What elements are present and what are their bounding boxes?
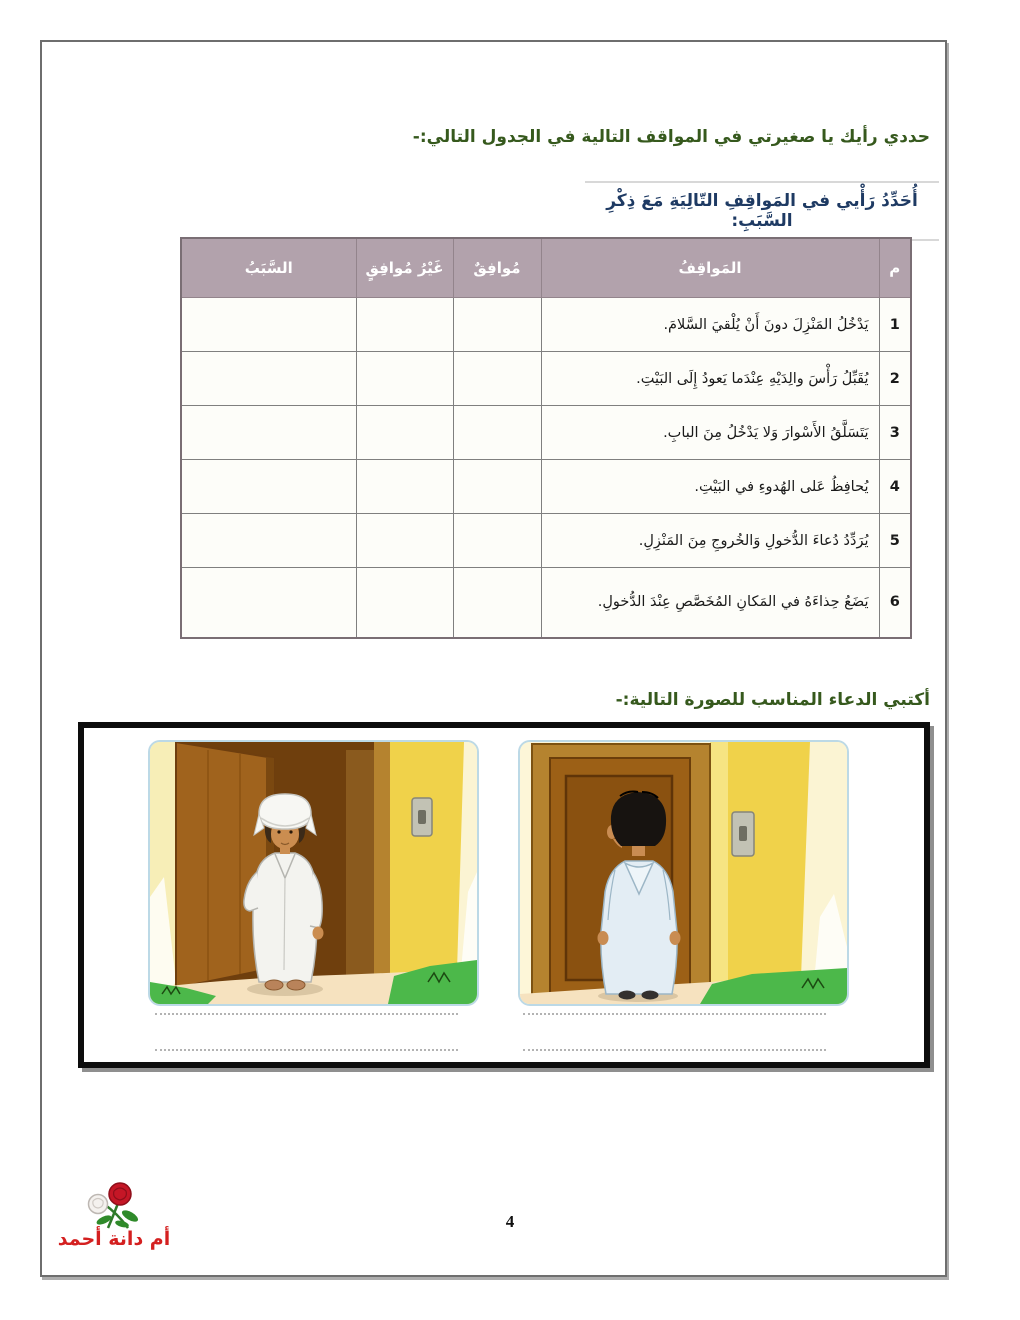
table-row: [181, 514, 911, 568]
answer-line-left-1[interactable]: [155, 1013, 458, 1015]
disagree-answer-cell[interactable]: [356, 514, 453, 568]
col-header-disagree: غَيْرُ مُوافِقٍ: [356, 238, 453, 298]
disagree-answer-cell[interactable]: [356, 568, 453, 638]
col-header-reason: السَّبَبُ: [181, 238, 356, 298]
answer-line-right-2[interactable]: [523, 1049, 826, 1051]
row-number: 1: [879, 298, 911, 352]
col-header-number: م: [879, 238, 911, 298]
row-number: 2: [879, 352, 911, 406]
row-number: 4: [879, 460, 911, 514]
reason-answer-cell[interactable]: [181, 460, 356, 514]
disagree-answer-cell[interactable]: [356, 298, 453, 352]
col-header-situations: المَواقِفُ: [541, 238, 879, 298]
agree-answer-cell[interactable]: [453, 406, 541, 460]
situation-text: يُرَدِّدُ دُعاءَ الدُّخولِ وَالخُروجِ مِنَ المَنْزِلِ.: [541, 514, 879, 568]
exercise-subtitle: أُحَدِّدُ رَأْيي في المَواقِفِ التّالِيَةِ مَعَ ذِكْرِ السَّبَبِ:: [585, 181, 939, 241]
table-row: [181, 298, 911, 352]
table-row: [181, 568, 911, 638]
situation-text: يُقَبِّلُ رَأْسَ والِدَيْهِ عِنْدَما يَعودُ إِلَى البَيْتِ.: [541, 352, 879, 406]
agree-answer-cell[interactable]: [453, 460, 541, 514]
opinion-table: [180, 237, 912, 639]
situation-text: يَدْخُلُ المَنْزِلَ دونَ أَنْ يُلْقيَ السَّلامَ.: [541, 298, 879, 352]
disagree-answer-cell[interactable]: [356, 352, 453, 406]
agree-answer-cell[interactable]: [453, 298, 541, 352]
answer-line-right-1[interactable]: [523, 1013, 826, 1015]
situation-text: يَضَعُ حِذاءَهُ في المَكانِ المُخَصَّصِ عِنْدَ الدُّخولِ.: [541, 568, 879, 638]
picture-boy-entering: [518, 740, 849, 1006]
disagree-answer-cell[interactable]: [356, 460, 453, 514]
reason-answer-cell[interactable]: [181, 406, 356, 460]
doorway-jamb: [346, 750, 374, 982]
disagree-answer-cell[interactable]: [356, 406, 453, 460]
main-heading: حددي رأيك يا صغيرتي في المواقف التالية في الجدول التالي:-: [412, 127, 930, 147]
agree-answer-cell[interactable]: [453, 568, 541, 638]
logo-text: أم دانة أحمد: [57, 1228, 171, 1250]
doorbell-icon: [732, 812, 754, 856]
situation-text: يُحافِظُ عَلى الهُدوءِ في البَيْتِ.: [541, 460, 879, 514]
table-row: [181, 460, 911, 514]
picture-boy-exiting: [148, 740, 479, 1006]
reason-answer-cell[interactable]: [181, 514, 356, 568]
row-number: 5: [879, 514, 911, 568]
col-header-agree: مُوافِقٌ: [453, 238, 541, 298]
row-number: 3: [879, 406, 911, 460]
reason-answer-cell[interactable]: [181, 568, 356, 638]
wall-highlight: [710, 742, 728, 1004]
doorbell-icon: [412, 798, 432, 836]
table-row: [181, 406, 911, 460]
reason-answer-cell[interactable]: [181, 352, 356, 406]
open-door-scene: [150, 742, 477, 1004]
reason-answer-cell[interactable]: [181, 298, 356, 352]
agree-answer-cell[interactable]: [453, 352, 541, 406]
agree-answer-cell[interactable]: [453, 514, 541, 568]
row-number: 6: [879, 568, 911, 638]
door-casing: [374, 742, 390, 982]
table-header-row: [181, 238, 911, 298]
situation-text: يَتَسَلَّقُ الأَسْوارَ وَلا يَدْخُلُ مِنَ البابِ.: [541, 406, 879, 460]
answer-line-left-2[interactable]: [155, 1049, 458, 1051]
second-heading: أكتبي الدعاء المناسب للصورة التالية:-: [615, 690, 930, 710]
table-row: [181, 352, 911, 406]
closed-door-scene: [520, 742, 847, 1004]
page-number: 4: [505, 1212, 515, 1231]
